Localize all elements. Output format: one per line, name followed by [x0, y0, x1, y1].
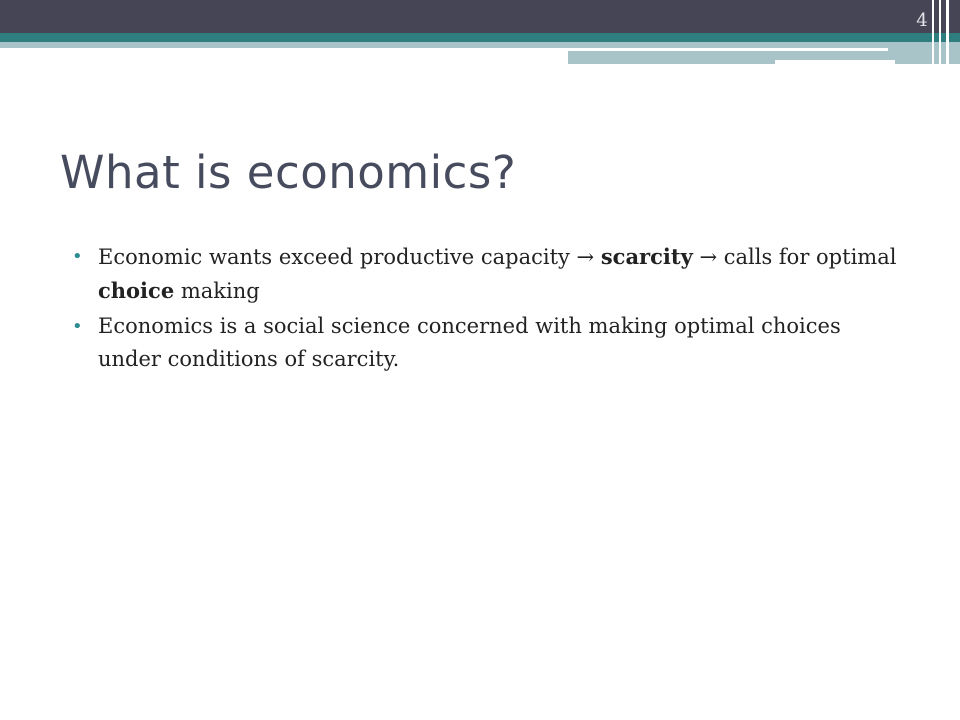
header-vertical-line [939, 0, 941, 64]
header-bar-gray-right [568, 42, 960, 64]
header-bar-gray [0, 42, 568, 48]
keyword-scarcity: scarcity [600, 244, 693, 269]
bullet-list [72, 240, 902, 378]
header-bar-teal [0, 33, 960, 42]
bullet-item [72, 240, 902, 308]
header-bar-dark [0, 0, 960, 33]
slide-number: 4 [916, 10, 928, 31]
bullet-icon: • [72, 246, 83, 267]
bullet-text: Economics is a social science concerned with making optimal choices under conditions of scarcity. [98, 314, 841, 371]
bullet-text: Economic wants exceed productive capacity → [98, 245, 601, 269]
slide-title: What is economics? [60, 146, 517, 199]
bullet-icon: • [72, 316, 83, 337]
header-accent-line-short [775, 60, 895, 64]
bullet-text: making [174, 279, 260, 303]
bullet-text: → calls for optimal [692, 245, 897, 269]
header-accent-line [568, 48, 888, 51]
header-vertical-line [946, 0, 949, 64]
keyword-choice: choice [98, 278, 175, 303]
bullet-item [72, 310, 902, 376]
